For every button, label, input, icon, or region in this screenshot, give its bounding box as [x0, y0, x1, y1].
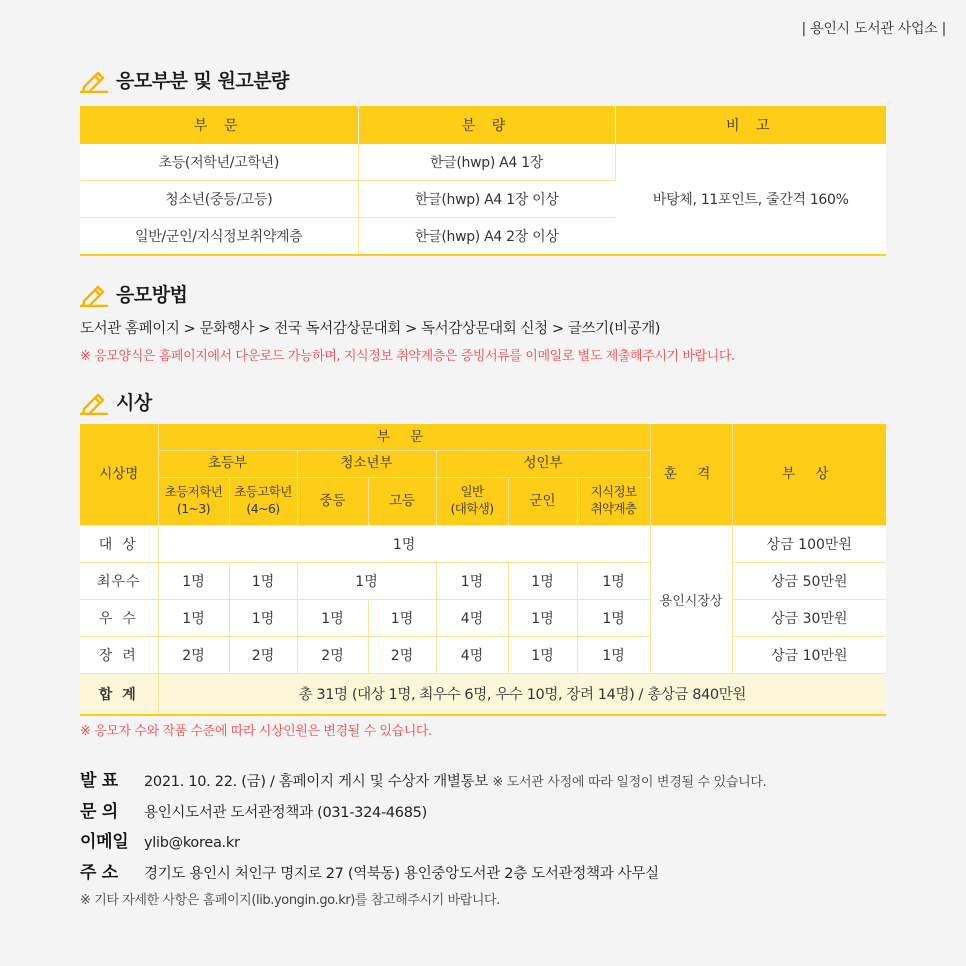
count-cell: 2명 — [297, 636, 368, 673]
pencil-icon — [80, 281, 108, 307]
header-elementary: 초등부 — [158, 450, 297, 477]
count-cell: 2명 — [158, 636, 229, 673]
header-category: 부 문 — [80, 106, 358, 144]
count-cell: 1명 — [158, 599, 229, 636]
submission-table — [80, 106, 886, 256]
table-row — [80, 636, 886, 673]
category-cell: 청소년(중등/고등) — [80, 181, 358, 218]
section-title-text: 시상 — [116, 392, 152, 414]
header-amount: 분 량 — [358, 106, 615, 144]
header-middle: 중등 — [297, 477, 368, 525]
amount-cell: 한글(hwp) A4 1장 — [358, 144, 615, 181]
count-cell: 1명 — [508, 599, 577, 636]
section-title-submission — [80, 66, 289, 93]
header-adult: 성인부 — [436, 450, 650, 477]
header-prize: 부 상 — [732, 424, 886, 525]
count-cell: 4명 — [436, 599, 508, 636]
format-note-cell: 바탕체, 11포인트, 줄간격 160% — [615, 144, 886, 255]
header-elem-high — [229, 477, 297, 525]
amount-cell: 한글(hwp) A4 1장 이상 — [358, 181, 615, 218]
header-youth: 청소년부 — [297, 450, 436, 477]
total-row — [80, 673, 886, 715]
header-high: 고등 — [368, 477, 436, 525]
section-title-text: 응모부분 및 원고분량 — [116, 70, 289, 92]
email-label: 이메일 — [80, 832, 129, 852]
count-cell: 1명 — [297, 562, 436, 599]
announce-value: 2021. 10. 22. (금) / 홈페이지 게시 및 수상자 개별통보 — [144, 774, 489, 790]
amount-cell: 한글(hwp) A4 2장 이상 — [358, 218, 615, 256]
inquiry-line — [80, 797, 427, 822]
method-notice: ※ 응모양식은 홈페이지에서 다운로드 가능하며, 지식정보 취약계층은 증빙서류를 이메일로 별도 제출해주시기 바랍니다. — [80, 349, 735, 364]
header-elem-high-label: 초등고학년 — [234, 484, 292, 500]
awards-table — [80, 424, 886, 716]
header-category: 부 문 — [158, 424, 650, 450]
prize-cell: 상금 30만원 — [732, 599, 886, 636]
section-title-text: 응모방법 — [116, 284, 188, 306]
awards-notice: ※ 응모자 수와 작품 수준에 따라 시상인원은 변경될 수 있습니다. — [80, 724, 432, 739]
count-cell: 1명 — [508, 562, 577, 599]
category-cell: 초등(저학년/고학년) — [80, 144, 358, 181]
header-award-name: 시상명 — [80, 424, 158, 525]
section-title-method — [80, 280, 187, 307]
prize-cell: 상금 50만원 — [732, 562, 886, 599]
header-honor: 훈 격 — [650, 424, 732, 525]
header-note: 비 고 — [615, 106, 886, 144]
total-summary: 총 31명 (대상 1명, 최우수 6명, 우수 10명, 장려 14명) / 총상금 840만원 — [158, 673, 886, 715]
inquiry-value: 용인시도서관 도서관정책과 (031-324-4685) — [144, 805, 427, 821]
honor-cell: 용인시장상 — [650, 525, 732, 673]
header-general-label: 일반 — [460, 484, 484, 500]
row-name: 대상 — [80, 525, 158, 562]
header-general-sub: (대학생) — [450, 501, 494, 516]
count-cell: 1명 — [368, 599, 436, 636]
announce-line — [80, 766, 767, 791]
count-cell: 1명 — [577, 636, 650, 673]
announce-label: 발 표 — [80, 771, 118, 791]
inquiry-label: 문 의 — [80, 802, 118, 822]
address-label: 주 소 — [80, 863, 118, 883]
section-title-awards — [80, 388, 152, 415]
count-cell: 1명 — [158, 562, 229, 599]
announce-note: ※ 도서관 사정에 따라 일정이 변경될 수 있습니다. — [492, 775, 767, 790]
table-row — [80, 525, 886, 562]
table-row — [80, 562, 886, 599]
row-name: 장려 — [80, 636, 158, 673]
row-name: 최우수 — [80, 562, 158, 599]
count-cell: 1명 — [436, 562, 508, 599]
count-cell: 1명 — [229, 562, 297, 599]
application-path: 도서관 홈페이지 > 문화행사 > 전국 독서감상문대회 > 독서감상문대회 신청 > 글쓰기(비공개) — [80, 321, 661, 337]
category-cell: 일반/군인/지식정보취약계층 — [80, 218, 358, 256]
address-value: 경기도 용인시 처인구 명지로 27 (역북동) 용인중앙도서관 2층 도서관정책과 사무실 — [144, 866, 659, 882]
footnote: ※ 기타 자세한 사항은 홈페이지(lib.yongin.go.kr)를 참고해주시기 바랍니다. — [80, 893, 500, 908]
table-row — [80, 599, 886, 636]
header-tag: | 용인시 도서관 사업소 | — [801, 21, 946, 37]
count-cell: 1명 — [577, 562, 650, 599]
header-military: 군인 — [508, 477, 577, 525]
header-elem-low — [158, 477, 229, 525]
header-elem-high-sub: (4~6) — [246, 501, 280, 516]
prize-cell: 상금 100만원 — [732, 525, 886, 562]
email-value[interactable]: ylib@korea.kr — [144, 835, 240, 851]
header-elem-low-label: 초등저학년 — [164, 484, 223, 500]
header-vulnerable — [577, 477, 650, 525]
prize-cell: 상금 10만원 — [732, 636, 886, 673]
count-cell: 2명 — [229, 636, 297, 673]
pencil-icon — [80, 67, 108, 93]
header-vulnerable-sub: 취약계층 — [590, 501, 637, 516]
header-vulnerable-label: 지식정보 — [590, 484, 637, 500]
count-cell: 1명 — [577, 599, 650, 636]
count-cell: 2명 — [368, 636, 436, 673]
count-cell: 1명 — [229, 599, 297, 636]
count-cell: 1명 — [297, 599, 368, 636]
count-cell: 4명 — [436, 636, 508, 673]
address-line — [80, 858, 659, 883]
header-general — [436, 477, 508, 525]
header-elem-low-sub: (1~3) — [176, 501, 211, 516]
pencil-icon — [80, 389, 108, 415]
email-line — [80, 827, 240, 852]
row-name: 우수 — [80, 599, 158, 636]
total-label: 합계 — [80, 673, 158, 715]
count-cell: 1명 — [508, 636, 577, 673]
count-cell: 1명 — [158, 525, 650, 562]
